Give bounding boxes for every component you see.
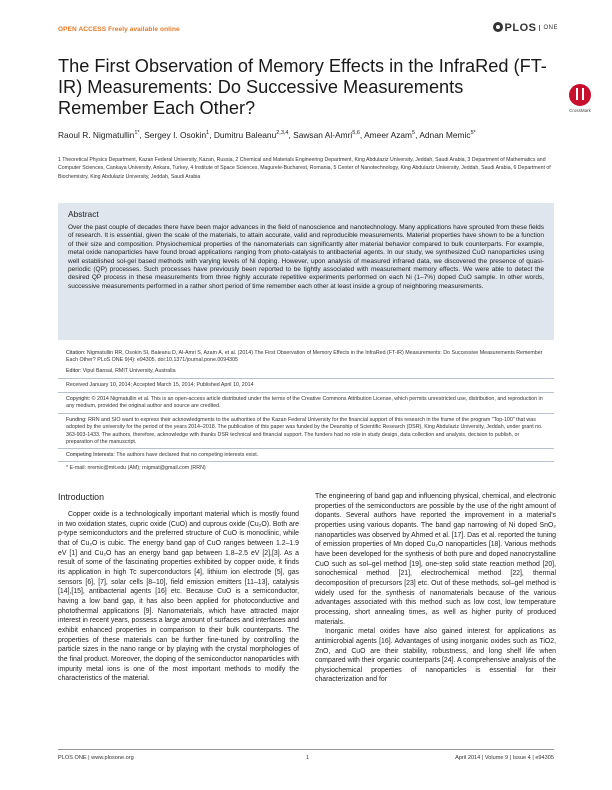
author-affiliation-marker: 5* bbox=[470, 130, 476, 137]
footer-divider bbox=[58, 749, 554, 750]
author-name: Ameer Azam bbox=[364, 130, 413, 140]
author-name: Sawsan Al-Amri bbox=[293, 130, 353, 140]
body-paragraph: Inorganic metal oxides have also gained interest for applications as antimicrobial agents [16]. Advantages of using inorganic oxides such as TiO2, ZnO, and CuO are their stability, robustness, and long shelf life when compared with their organic counterparts [24]. A comprehensive analysis of the physiochemical properties of nanoparticles is essential for their characterization and for bbox=[315, 628, 556, 684]
copyright bbox=[66, 396, 546, 411]
meta-divider bbox=[58, 461, 554, 462]
body-column-left bbox=[58, 492, 299, 684]
meta-divider bbox=[58, 392, 554, 393]
funding-label: Funding: bbox=[66, 417, 87, 423]
abstract-heading: Abstract bbox=[68, 209, 99, 219]
plos-logo-text: PLOS bbox=[504, 22, 537, 34]
meta-divider bbox=[58, 413, 554, 414]
abstract-text: Over the past couple of decades there have been major advances in the field of nanoscience and nanotechnology. Many applications have sprouted from these fields of research. It is essential, given the scale of the materials, to attain accurate, valid and reproducible measurements. Material properties have shown to be a function of their size and composition. Physiochemical properties of the nanomaterials can significantly alter material behavior compared to bulk counterparts. For example, metal oxide nanoparticles have found broad applications ranging from photo-catalysis to antibacterial agents. In our study, we synthesized CuO nanoparticles using well established sol-gel based methods with varying levels of Ni doping. However, upon analysis of measured infrared data, we discovered the presence of quasi-periodic (QP) processes. Such processes have previously been reported to be tightly associated with measurement memory effects. We were able to detect the desired QP process in these measurements from three highly accurate repetitive experiments performed on each Ni (1–7%) doped CuO sample. In other words, successive measurements performed in a rather short period of time remember each other at least inside a group of neighboring measurements. bbox=[68, 224, 544, 290]
crossmark-icon bbox=[569, 84, 591, 106]
editor-text: Vipul Bansal, RMIT University, Australia bbox=[82, 368, 176, 374]
open-access-label: OPEN ACCESS Freely available online bbox=[58, 26, 180, 33]
article-title: The First Observation of Memory Effects in the InfraRed (FT-IR) Measurements: Do Successive Measurements Remember Each Other? bbox=[58, 56, 547, 118]
body-column-right bbox=[315, 492, 556, 685]
citation bbox=[66, 350, 546, 365]
author-affiliation-marker: 1 bbox=[206, 130, 210, 137]
copyright-text: © 2014 Nigmatullin et al. This is an open-access article distributed under the terms of the Creative Commons Attribution License, which permits unrestricted use, distribution, and reproduction in any medium, provided the original author and source are credited. bbox=[66, 396, 543, 410]
copyright-label: Copyright: bbox=[66, 396, 91, 402]
author-name: Adnan Memic bbox=[419, 130, 471, 140]
author-name: Dumitru Baleanu bbox=[213, 130, 277, 140]
author-list: Raoul R. Nigmatullin$^{1*}$, Sergey I. Osokin$^1$, Dumitru Baleanu$^{2,3,4}$, Sawsan Al-Amri$^{5,6}$, Ameer Azam$^5$, Adnan Memic$^{5*}$ bbox=[58, 130, 476, 140]
editor bbox=[66, 368, 546, 375]
page-number: 1 bbox=[306, 755, 310, 761]
citation-text: Nigmatullin RR, Osokin SI, Baleanu D, Al-Amri S, Azam A, et al. (2014) The First Observation of Memory Effects in the InfraRed (FT-IR) Measurements: Do Successive Measurements Remember Each Other? PLoS ONE 9(4): e94305. doi:10.1371/journal.pone.0094305 bbox=[66, 350, 543, 364]
crossmark-badge[interactable] bbox=[565, 84, 595, 113]
article-dates: Received January 10, 2014; Accepted March 15, 2014; Published April 10, 2014 bbox=[66, 382, 254, 388]
body-paragraph: The engineering of band gap and influencing physical, chemical, and electronic properties of the semiconductors are possible by the use of the right amount of dopants. Several authors have reported the improvement in a material's properties using various dopants. The band gap narrowing of Ni doped SnO₂ nanoparticles was observed by Ahmed et al. [17]. Das et al. reported the tuning of emission properties of Mn doped Cu₂O nanoparticles [18]. Various methods have been developed for the synthesis of both pure and doped nanocrystalline CuO such as sol–gel method [19], one-step solid state reaction method [20], sonochemical method [21], electrochemical method [22], thermal decomposition of precursors [23] etc. Out of these methods, sol–gel method is widely used for the synthesis of nanomaterials because of the various advantages associated with this method such as low cost, low temperature processing, short annealing times, as well as higher purity of produced materials. bbox=[315, 493, 556, 626]
funding-text: RRN and SIO want to express their acknowledgments to the authorities of the Kazan Federal University for the financial support of this research in the frame of the program "Top-100" that was adopted by the university for the period of the years 2014–2018. The publication of this paper was funded by the Deanship of Scientific Research (DSR), King Abdulaziz University, Jeddah, under grant no. 363-903-1433. The authors, therefore, acknowledge with thanks DSR technical and financial support. The funders had no role in study design, data collection and analysis, decision to publish, or preparation of the manuscript. bbox=[66, 417, 543, 446]
plos-logo-suffix: ONE bbox=[539, 25, 558, 31]
competing-text: The authors have declared that no competing interests exist. bbox=[116, 452, 259, 458]
right-column-text bbox=[315, 492, 556, 685]
affiliations: 1 Theoretical Physics Department, Kazan Federal University, Kazan, Russia, 2 Chemical and Materials Engineering Department, King Abdulaziz University, Jeddah, Saudi Arabia, 3 Department of Mathematics and Computer Sciences, Cankaya University, Ankara, Turkey, 4 Institute of Space Sciences, Magurele-Bucharest, Romania, 5 Center of Nanotechnology, King Abdulaziz University, Jeddah, Saudi Arabia, 6 Department of Biochemistry, King Abdulaziz University, Jeddah, Saudi Arabia bbox=[58, 157, 551, 180]
author-affiliation-marker: 2,3,4 bbox=[276, 130, 289, 137]
abstract-box bbox=[58, 203, 554, 340]
page-footer bbox=[58, 755, 554, 761]
competing-interests bbox=[66, 452, 546, 459]
author-affiliation-marker: 1* bbox=[134, 130, 140, 137]
editor-label: Editor: bbox=[66, 368, 82, 374]
meta-divider bbox=[58, 448, 554, 449]
left-column-text bbox=[58, 510, 299, 684]
crossmark-label: CrossMark bbox=[569, 108, 591, 113]
author-name: Raoul R. Nigmatullin bbox=[58, 130, 135, 140]
competing-label: Competing Interests: bbox=[66, 452, 115, 458]
author-affiliation-marker: 5,6 bbox=[352, 130, 360, 137]
author-name: Sergey I. Osokin bbox=[144, 130, 207, 140]
journal-header bbox=[58, 22, 558, 46]
meta-divider bbox=[58, 378, 554, 379]
author-affiliation-marker: 5 bbox=[412, 130, 416, 137]
footer-journal[interactable]: PLOS ONE | www.plosone.org bbox=[58, 755, 134, 761]
introduction-heading: Introduction bbox=[58, 492, 104, 502]
footer-issue: April 2014 | Volume 9 | Issue 4 | e94305 bbox=[455, 755, 554, 761]
funding bbox=[66, 417, 546, 447]
body-paragraph: Copper oxide is a technologically important material which is mostly found in two oxidation states, cupric oxide (CuO) and cuprous oxide (Cu₂O). Both are p-type semiconductors and the preferred structure of CuO is monoclinic, while that of Cu₂O is cubic. The energy band gap of CuO ranges between 1.2–1.9 eV [1] and Cu₂O has an energy band gap between 1.8–2.5 eV [2],[3]. As a result of some of the fascinating properties exhibited by copper oxide, it finds its application in high Tc superconductors [4], lithium ion electrode [5], gas sensors [6], [7], solar cells [8–10], field emission emitters [11–13], catalysis [14],[15], antibacterial agents [16] etc. Because CuO is a semiconductor, having a low band gap, it has also been applied for photoconductive and photothermal applications [9]. Nanomaterials, which have attracted major interest in recent years, possess a large amount of surfaces and interfaces and exhibit enhanced properties in comparison to their bulk counterparts. The properties of these materials can be further fine-tuned by controlling the particle sizes in the nano range or by playing with the crystal morphologies of the final product. Moreover, the doping of the semiconductor nanoparticles with impurity metal ions is one of the most important methods to modify the characteristics of the material. bbox=[58, 511, 299, 683]
plos-one-logo[interactable] bbox=[493, 22, 558, 34]
citation-label: Citation: bbox=[66, 350, 86, 356]
corresponding-email[interactable]: * E-mail: nremic@mit.edu (AM); rnigmat@gmail.com (RRN) bbox=[66, 465, 206, 471]
plos-logo-icon bbox=[493, 22, 503, 32]
